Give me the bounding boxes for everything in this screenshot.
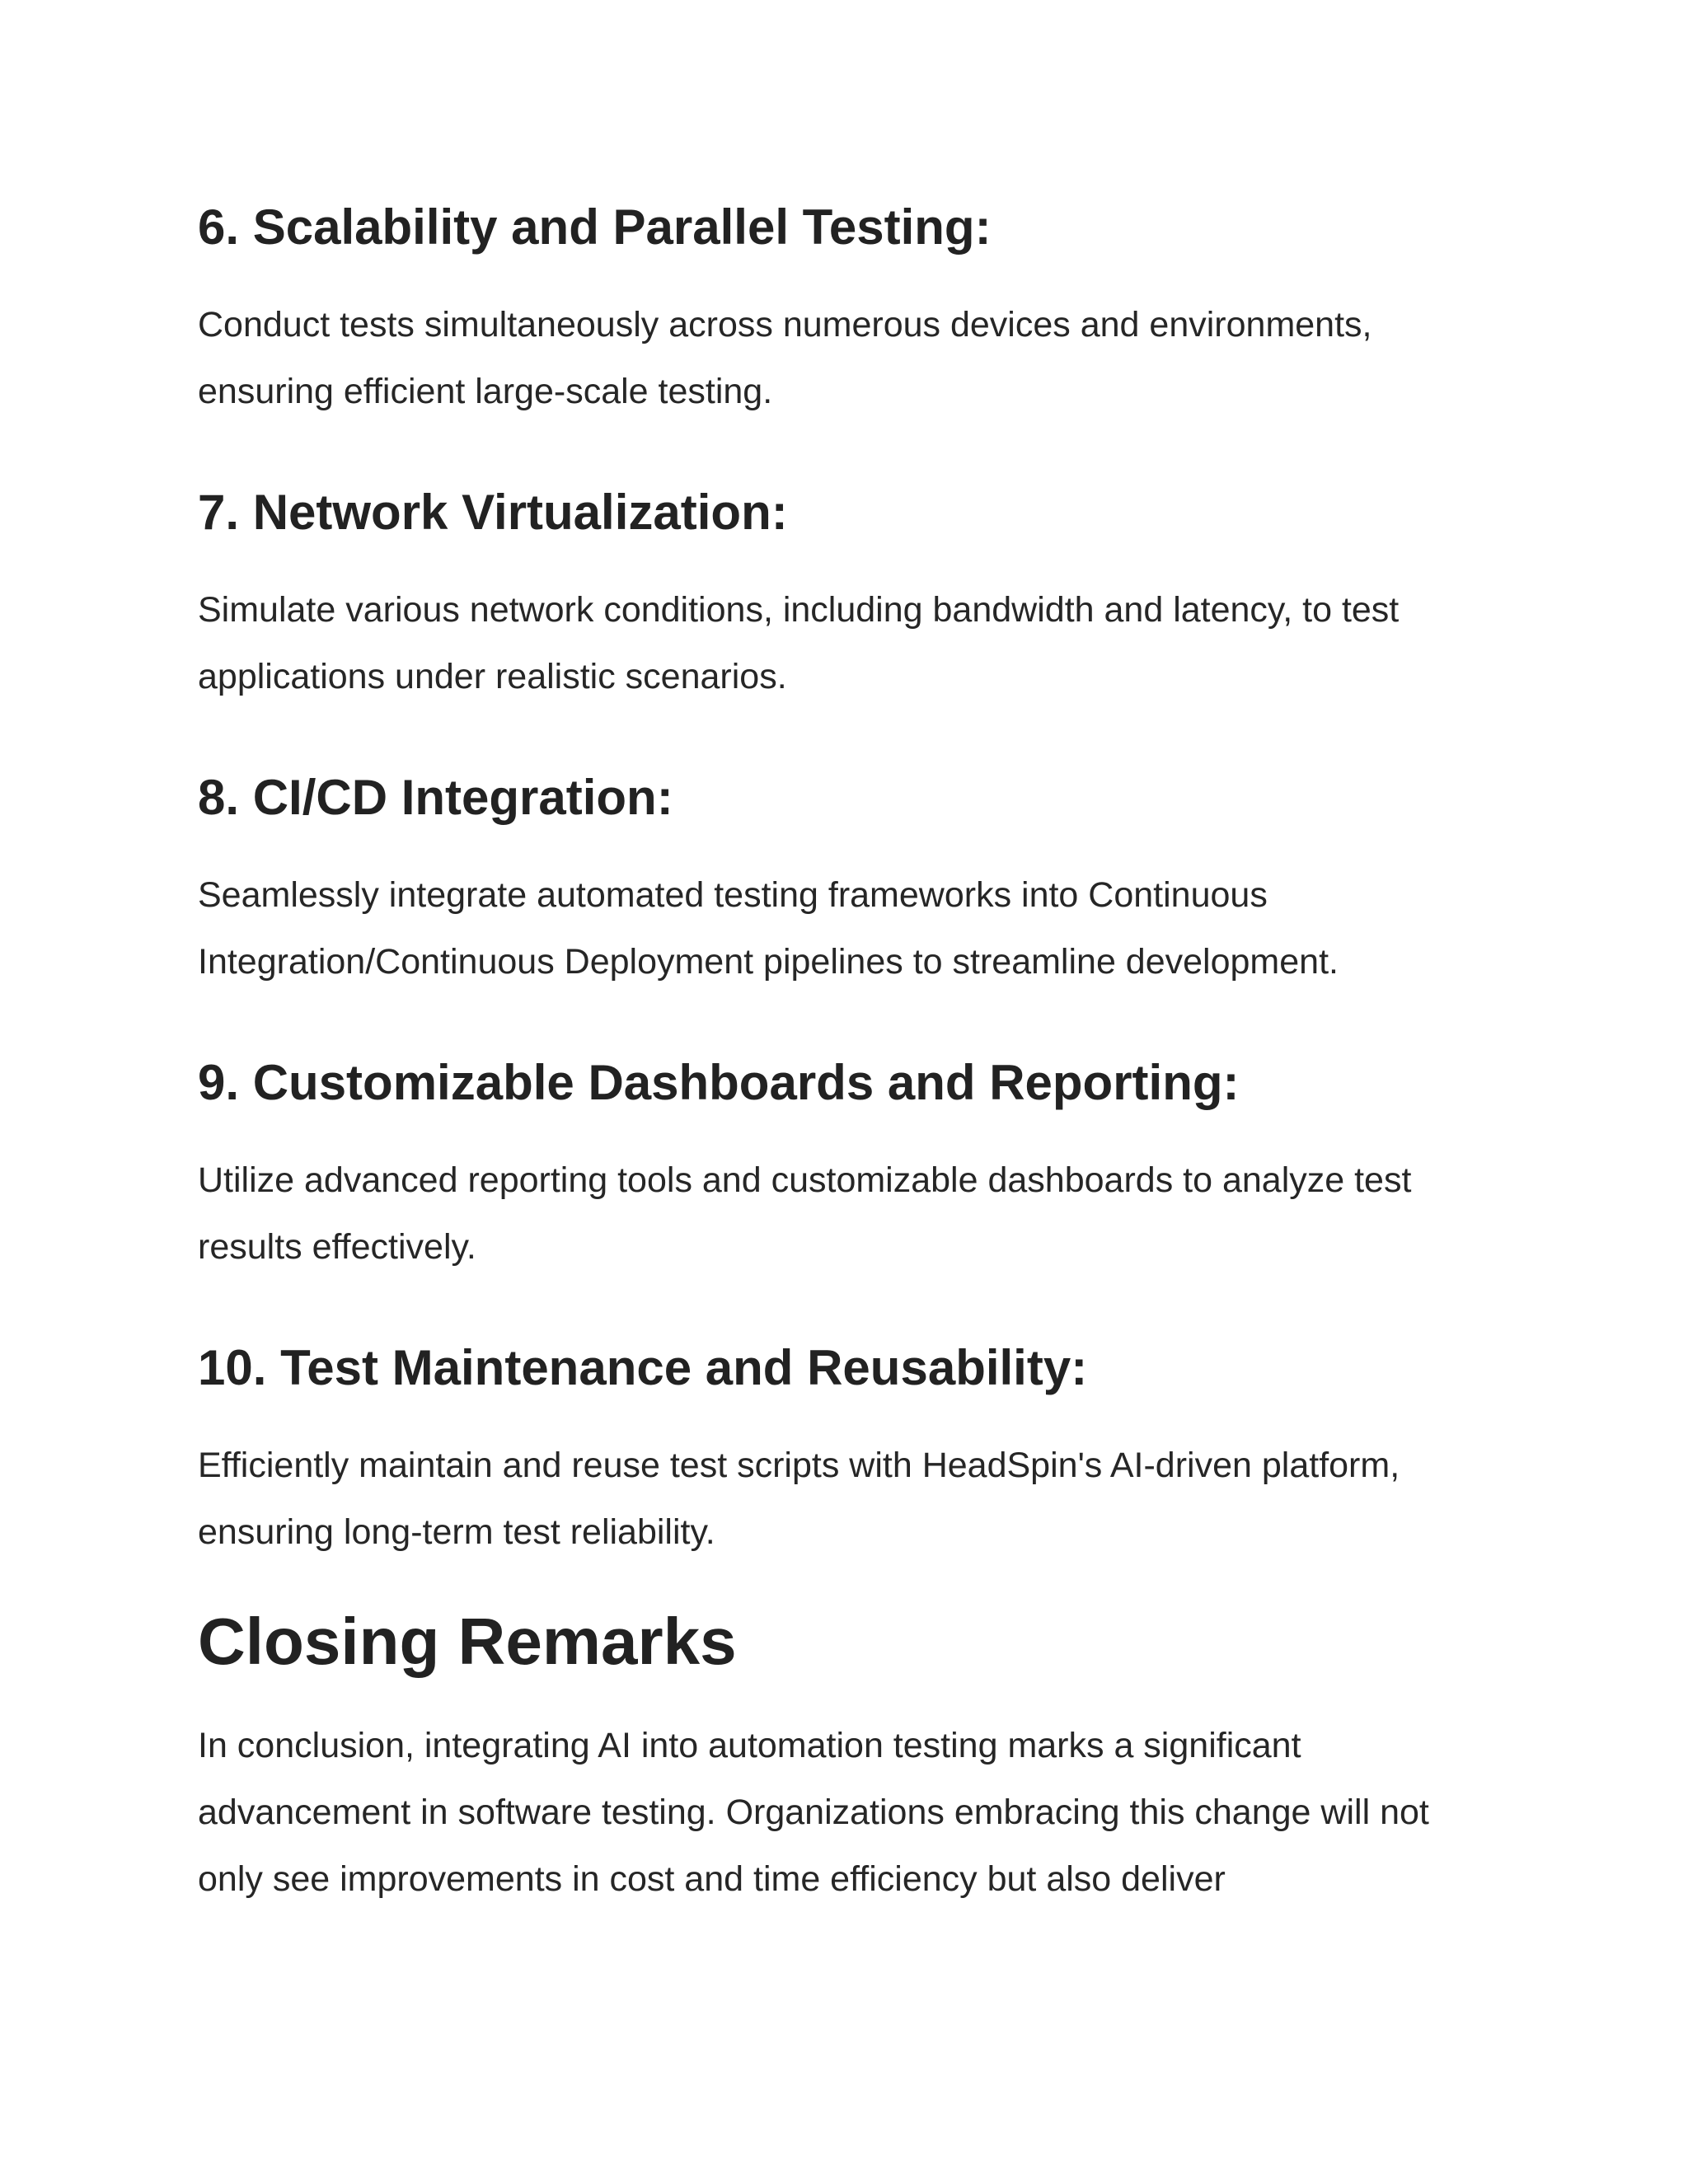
section-closing-remarks	[198, 1602, 1500, 1913]
section-body: Efficiently maintain and reuse test scripts with HeadSpin's AI-driven platform, ensuring long-term test reliability.	[198, 1446, 1400, 1552]
section-heading: 6. Scalability and Parallel Testing:	[198, 199, 992, 255]
closing-heading: Closing Remarks	[198, 1605, 737, 1678]
section-body: Seamlessly integrate automated testing frameworks into Continuous Integration/Continuous Deployment pipelines to streamline development.	[198, 875, 1339, 982]
section-scalability	[198, 198, 1500, 425]
section-cicd-integration	[198, 768, 1500, 996]
section-body: Utilize advanced reporting tools and customizable dashboards to analyze test results effectively.	[198, 1160, 1412, 1267]
section-heading: 10. Test Maintenance and Reusability:	[198, 1340, 1088, 1395]
section-dashboards-reporting	[198, 1053, 1500, 1281]
section-heading: 8. CI/CD Integration:	[198, 770, 673, 825]
closing-body: In conclusion, integrating AI into automation testing marks a significant advancement in software testing. Organizations embracing this change will not only see improvements in cost and time efficiency but also deliver	[198, 1726, 1429, 1899]
section-heading: 7. Network Virtualization:	[198, 485, 788, 540]
document-page	[198, 198, 1500, 1913]
section-body: Simulate various network conditions, including bandwidth and latency, to test applications under realistic scenarios.	[198, 590, 1400, 696]
section-body: Conduct tests simultaneously across numerous devices and environments, ensuring efficient large-scale testing.	[198, 305, 1372, 411]
section-heading: 9. Customizable Dashboards and Reporting:	[198, 1055, 1240, 1110]
section-test-maintenance	[198, 1338, 1500, 1566]
section-network-virtualization	[198, 483, 1500, 710]
